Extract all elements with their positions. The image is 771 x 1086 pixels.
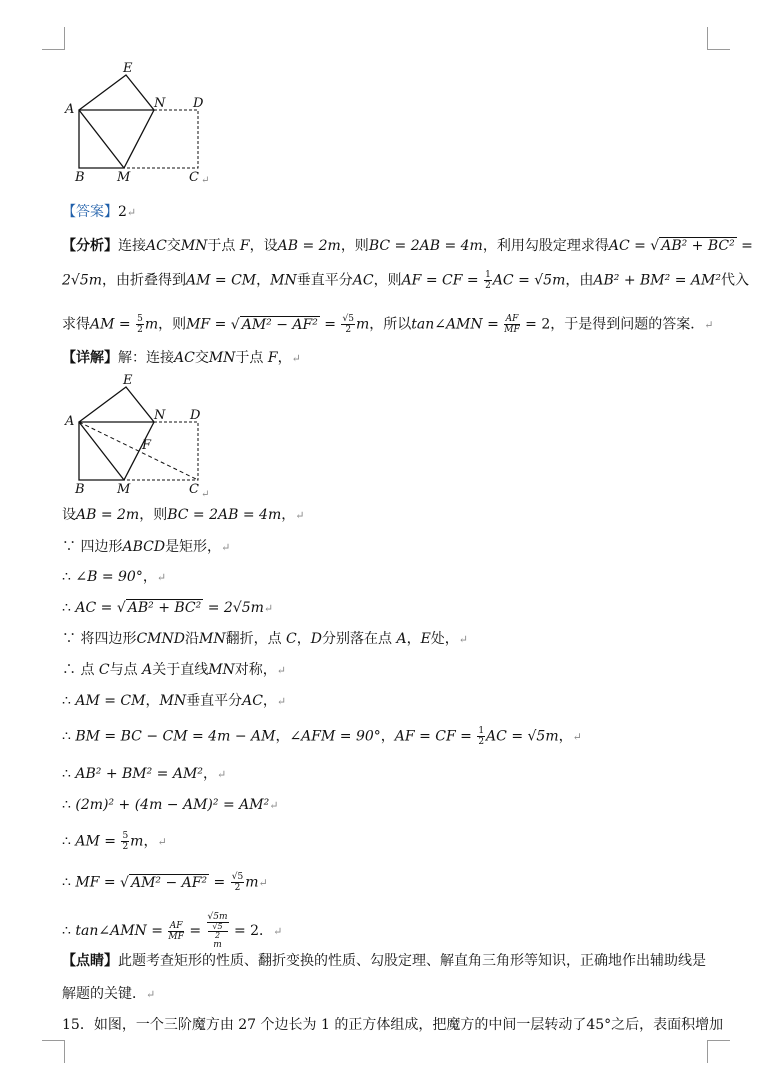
question-15-text: 15．如图，一个三阶魔方由 27 个边长为 1 的正方体组成，把魔方的中间一层转动了45°之后，表面积增加 (62, 1017, 724, 1033)
fraction (231, 872, 244, 893)
sqrt: √ AB² + BC² (650, 238, 735, 254)
text: 与点 (109, 662, 143, 678)
numerator: √5m (207, 912, 228, 922)
math: tan∠AMN = (75, 923, 168, 939)
math: m (213, 940, 222, 950)
text: 设 (62, 507, 76, 523)
math: MF = (75, 874, 121, 891)
numerator: √5 (231, 872, 244, 882)
denominator: MF (168, 931, 184, 942)
text: 求得 (62, 316, 90, 333)
numerator: 1 (485, 270, 491, 280)
text: ∴ 点 (62, 662, 99, 678)
text: ， (275, 728, 290, 745)
fig2-dashed-rect (124, 422, 198, 480)
detail-step-1 (62, 505, 304, 526)
fig1-label-m: M (117, 170, 131, 185)
fig2-label-e: E (123, 373, 133, 388)
math: AM = CM (186, 272, 257, 289)
question-15 (62, 1015, 723, 1035)
detail-tag: 【详解】 (62, 350, 118, 366)
math: = (319, 316, 341, 333)
math: AB² + BM² = AM² (75, 766, 203, 782)
radicand: AB² + BC² (661, 238, 735, 254)
return-mark: ↵ (216, 768, 227, 781)
fig1-label-c: C (189, 170, 199, 185)
fig1-return-mark: ↵ (201, 175, 210, 186)
detail-step-8 (62, 726, 582, 748)
math: CMND (136, 631, 185, 647)
text: 是矩形， (165, 539, 222, 555)
detail-intro-line (62, 348, 301, 369)
text: 关于直线 (152, 662, 209, 678)
text: 分别落在点 (321, 631, 397, 647)
math: BC = 2AB = 4m (368, 238, 483, 254)
radicand: AM² − AF² (130, 874, 208, 891)
denominator: MF (504, 325, 520, 335)
text: ，设 (249, 238, 278, 254)
fig1-label-d: D (193, 96, 204, 111)
text: ， (256, 272, 271, 289)
fig1-outline (79, 75, 154, 168)
text: ，于是得到问题的答案． (550, 316, 705, 333)
detail-step-7 (62, 691, 286, 712)
math: C (98, 662, 110, 678)
fraction (477, 726, 485, 747)
math: ∠AFM = 90° (289, 728, 381, 745)
comment-line-1 (62, 951, 706, 971)
text: ， (262, 693, 277, 709)
return-mark: ↵ (572, 730, 582, 744)
compound-denominator (207, 923, 229, 950)
inner-fraction (208, 923, 228, 940)
figure-1 (60, 58, 220, 188)
math: AM = (90, 316, 136, 333)
text: ， (145, 693, 160, 709)
return-mark: ↵ (276, 695, 287, 708)
math: A (142, 662, 153, 678)
math: C (286, 631, 297, 647)
comment-text-2: 解题的关键． (62, 986, 146, 1002)
math: tan∠AMN = (411, 316, 504, 333)
detail-step-3 (62, 567, 166, 588)
numerator: 1 (478, 726, 485, 736)
text: 交 (166, 238, 181, 254)
text: ， (296, 631, 311, 647)
return-mark: ↵ (704, 318, 714, 332)
return-mark: ↵ (263, 602, 274, 615)
fig2-label-b: B (75, 482, 85, 497)
text: 垂直平分 (186, 693, 243, 709)
corner-mark-bottom-left (42, 1040, 65, 1063)
analysis-line-1 (62, 236, 753, 256)
corner-mark-bottom-right (707, 1040, 730, 1063)
denominator: 2 (137, 325, 143, 335)
text: ∴ (62, 728, 76, 745)
fig2-dashed-ac (79, 422, 198, 480)
math: MN (180, 238, 208, 254)
corner-mark-top-right (707, 27, 730, 50)
math: m (355, 316, 370, 333)
fraction (341, 314, 354, 335)
comment-line-2 (62, 984, 155, 1005)
text: 于点 (235, 350, 268, 366)
math: = 2 (520, 316, 551, 333)
math: MN (208, 662, 235, 678)
math: BC = 2AB = 4m (167, 507, 282, 523)
fig2-label-f: F (142, 438, 152, 453)
sqrt: √ AM² − AF² (120, 874, 208, 891)
math: AF = CF = (394, 728, 477, 745)
math: ∠B = 90° (75, 569, 143, 585)
text: ， (558, 728, 573, 745)
math: (2m)² + (4m − AM)² = AM² (75, 797, 270, 813)
denominator: 2 (478, 737, 485, 747)
text: ∴ (62, 693, 76, 709)
math: MF = (186, 316, 231, 333)
denominator: 2 (214, 931, 221, 940)
numerator: √5 (208, 923, 228, 932)
text: ，则 (158, 316, 187, 333)
text: ∵ 将四边形 (62, 631, 137, 647)
text: ， (406, 631, 421, 647)
math: AB = 2m (76, 507, 140, 523)
return-mark: ↵ (156, 571, 167, 584)
detail-step-10 (62, 795, 278, 816)
analysis-line-3 (62, 314, 714, 336)
text: ， (277, 350, 292, 366)
numerator: 5 (122, 831, 129, 841)
detail-step-5 (62, 629, 468, 650)
text: ， (202, 766, 217, 782)
math: ABCD (122, 539, 166, 555)
math: AC (352, 272, 374, 289)
text: ∴ (62, 797, 76, 813)
text: ∴ (62, 600, 76, 616)
text: ∴ (62, 833, 76, 850)
detail-step-2 (62, 537, 230, 558)
fig2-label-a: A (65, 414, 75, 429)
fraction (504, 314, 519, 335)
fig2-label-m: M (117, 482, 131, 497)
text: 交 (194, 350, 209, 366)
text: 代入 (720, 272, 749, 289)
sqrt: √ AB² + BC² (116, 600, 202, 616)
denominator: 2 (122, 842, 129, 852)
detail-step-12 (62, 872, 268, 894)
math: AM = CM (75, 693, 146, 709)
numerator: AF (169, 920, 183, 931)
text: 解：连接 (118, 350, 174, 366)
fig2-label-d: D (190, 408, 201, 423)
detail-step-6 (62, 660, 286, 681)
fig2-label-c: C (189, 482, 199, 497)
text: ∵ 四边形 (62, 539, 123, 555)
math: AC = √5m (486, 728, 559, 745)
math: MN (208, 350, 236, 366)
fig2-outline (79, 387, 154, 480)
text: ，利用勾股定理求得 (482, 238, 609, 254)
math: = 2√5m (203, 600, 264, 616)
text: ∴ (62, 923, 76, 939)
return-mark: ↵ (221, 541, 231, 554)
text: ，则 (373, 272, 402, 289)
radicand: AM² − AF² (241, 316, 318, 333)
fig1-label-n: N (154, 96, 166, 111)
math: AC = (75, 600, 117, 616)
return-mark: ↵ (295, 509, 305, 522)
return-mark: ↵ (273, 925, 283, 938)
math: A (396, 631, 407, 647)
denominator: 2 (234, 883, 241, 893)
math: AC (146, 238, 167, 254)
math: = 2． (229, 923, 274, 939)
numerator: √5 (342, 314, 354, 324)
text: 沿 (184, 631, 199, 647)
text: ， (380, 728, 395, 745)
detail-step-13 (62, 912, 282, 950)
return-mark: ↵ (276, 664, 287, 677)
text: 垂直平分 (296, 272, 353, 289)
figure-2 (60, 370, 220, 502)
text: ，由 (565, 272, 594, 289)
fig1-label-b: B (75, 170, 85, 185)
text: ，所以 (369, 316, 412, 333)
math: AC (242, 693, 263, 709)
denominator: 2 (345, 325, 352, 335)
return-mark: ↵ (269, 799, 279, 812)
fraction (121, 831, 129, 852)
return-mark: ↵ (157, 835, 167, 849)
math: AF = CF = (401, 272, 484, 289)
analysis-tag: 【分析】 (62, 238, 118, 254)
return-mark: ↵ (146, 988, 156, 1001)
math: MN (270, 272, 297, 289)
math: m (245, 874, 259, 891)
math: m (130, 833, 144, 850)
math: 2√5m (62, 272, 103, 289)
text: ， (142, 569, 157, 585)
math: = (184, 923, 206, 939)
text: ，则 (340, 238, 369, 254)
math: = (736, 238, 753, 254)
text: ，由折叠得到 (102, 272, 187, 289)
corner-mark-top-left (42, 27, 65, 50)
math: = (209, 874, 230, 891)
fig2-am-line (79, 422, 124, 480)
detail-step-11 (62, 831, 167, 853)
math: AC = √5m (492, 272, 566, 289)
math: F (267, 350, 278, 366)
return-mark: ↵ (258, 876, 268, 890)
fig1-label-a: A (65, 102, 75, 117)
analysis-line-2 (62, 270, 749, 291)
comment-text-1: 此题考查矩形的性质、翻折变换的性质、勾股定理、解直角三角形等知识，正确地作出辅助线是 (118, 953, 706, 969)
fig2-label-n: N (154, 408, 166, 423)
fig1-label-e: E (123, 61, 133, 76)
fraction (136, 314, 144, 335)
sqrt: √ AM² − AF² (230, 316, 318, 333)
return-mark: ↵ (126, 206, 137, 219)
math: D (310, 631, 322, 647)
math: AB² + BM² = AM² (593, 272, 721, 289)
fraction (484, 270, 492, 291)
math: F (239, 238, 250, 254)
answer-tag: 【答案】 (62, 204, 118, 220)
math: MN (198, 631, 226, 647)
text: 翻折，点 (225, 631, 287, 647)
math: MN (159, 693, 187, 709)
text: ， (143, 833, 158, 850)
text: ，则 (139, 507, 168, 523)
text: 连接 (118, 238, 146, 254)
compound-fraction (207, 912, 229, 950)
numerator: AF (505, 314, 519, 324)
math: m (144, 316, 159, 333)
text: ∴ (62, 766, 76, 782)
detail-step-9 (62, 764, 226, 785)
fig2-return-mark: ↵ (201, 489, 210, 500)
math: AC (174, 350, 195, 366)
text: 处， (430, 631, 459, 647)
math: AC = (608, 238, 651, 254)
text: 对称， (234, 662, 277, 678)
detail-step-4 (62, 598, 273, 619)
radicand: AB² + BC² (127, 600, 202, 616)
fig1-am-line (79, 110, 124, 168)
text: ∴ (62, 874, 76, 891)
fig1-dashed-rect (124, 110, 198, 168)
numerator: 5 (137, 314, 143, 324)
fraction (168, 921, 183, 942)
text: ∴ (62, 569, 76, 585)
math: BM = BC − CM = 4m − AM (75, 728, 276, 745)
return-mark: ↵ (458, 633, 469, 646)
answer-line (62, 202, 136, 223)
return-mark: ↵ (291, 352, 301, 365)
comment-tag: 【点睛】 (62, 953, 118, 969)
math: E (420, 631, 431, 647)
math: AB = 2m (277, 238, 341, 254)
denominator: 2 (485, 281, 491, 291)
answer-value: 2 (118, 204, 127, 220)
text: ， (281, 507, 296, 523)
math: AM = (75, 833, 121, 850)
text: 于点 (207, 238, 240, 254)
